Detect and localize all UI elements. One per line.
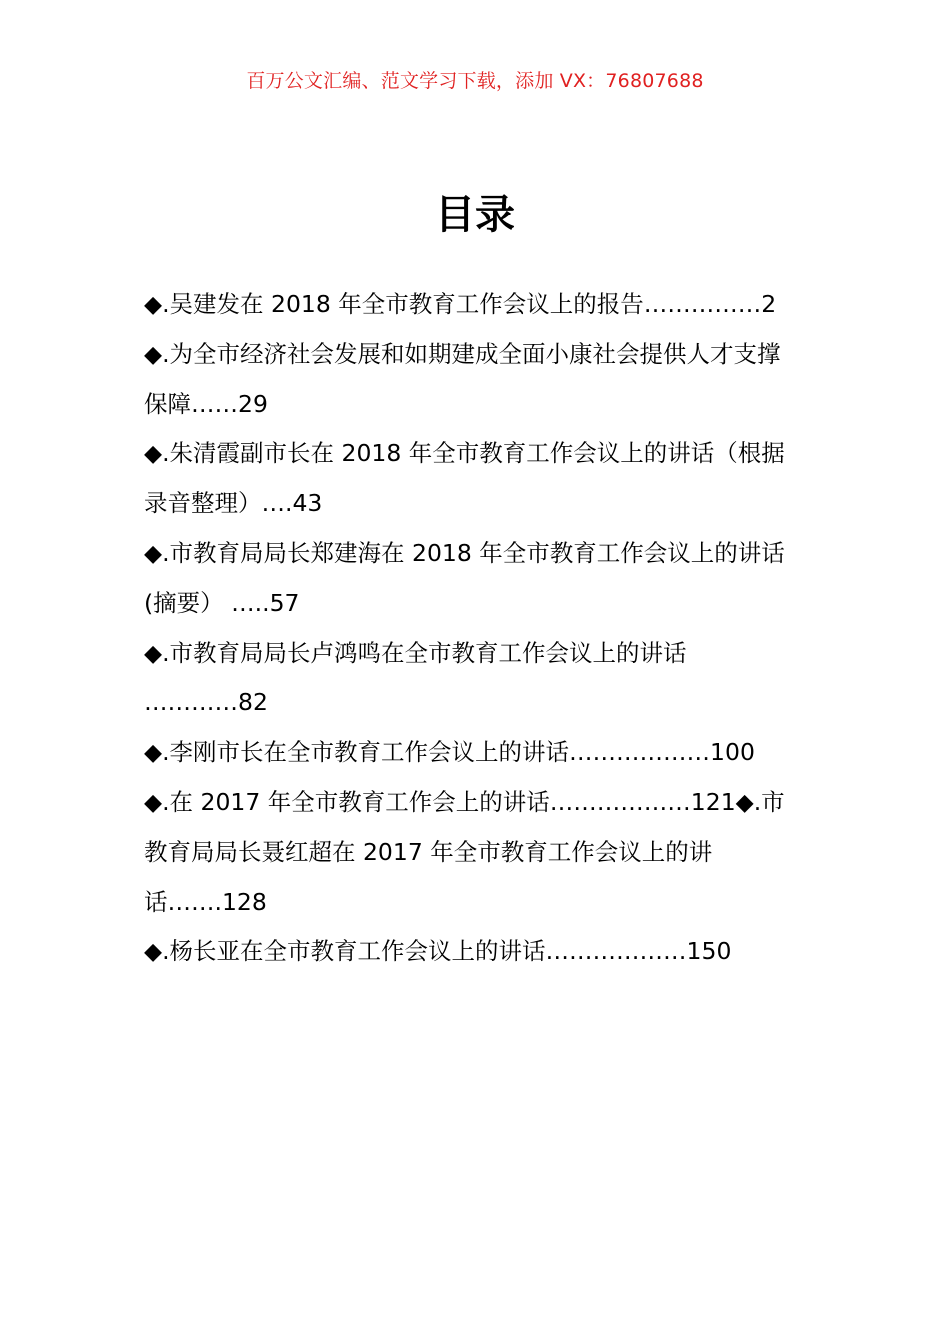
toc-entry[interactable] [144,728,809,778]
toc-entry[interactable] [144,778,809,927]
toc-entry-text: ◆.市教育局局长卢鸿鸣在全市教育工作会议上的讲话 [144,638,687,667]
toc-entry[interactable] [144,529,809,629]
toc-entry[interactable] [144,429,809,529]
table-of-contents [144,280,809,977]
toc-entry[interactable] [144,280,809,330]
toc-entry-text: ◆.在 2017 年全市教育工作会上的讲话………………121◆.市 [144,787,785,816]
toc-entry-text-cont: …………82 [144,688,268,717]
toc-title: 目录 [435,192,515,238]
toc-entry[interactable] [144,927,809,977]
toc-entry-text: ◆.吴建发在 2018 年全市教育工作会议上的报告……………2 [144,290,777,318]
toc-entry-text-cont: 话…….128 [144,887,267,916]
toc-entry-text: ◆.杨长亚在全市教育工作会议上的讲话………………150 [144,937,732,966]
toc-entry-text-cont: 录音整理）….43 [144,489,323,518]
toc-entry-text: ◆.朱清霞副市长在 2018 年全市教育工作会议上的讲话（根据 [144,439,785,468]
toc-entry[interactable] [144,629,809,729]
toc-entry[interactable] [144,330,809,430]
toc-entry-text-cont: (摘要） …..57 [144,588,300,617]
toc-entry-text: ◆.李刚市长在全市教育工作会议上的讲话………………100 [144,738,755,767]
toc-entry-text-cont: 保障……29 [144,389,268,418]
toc-entry-text-cont: 教育局局长聂红超在 2017 年全市教育工作会议上的讲 [144,837,713,866]
toc-entry-text: ◆.为全市经济社会发展和如期建成全面小康社会提供人才支撑 [144,339,781,368]
header-notice: 百万公文汇编、范文学习下载，添加 VX：76807688 [246,70,704,92]
toc-entry-text: ◆.市教育局局长郑建海在 2018 年全市教育工作会议上的讲话 [144,538,785,567]
